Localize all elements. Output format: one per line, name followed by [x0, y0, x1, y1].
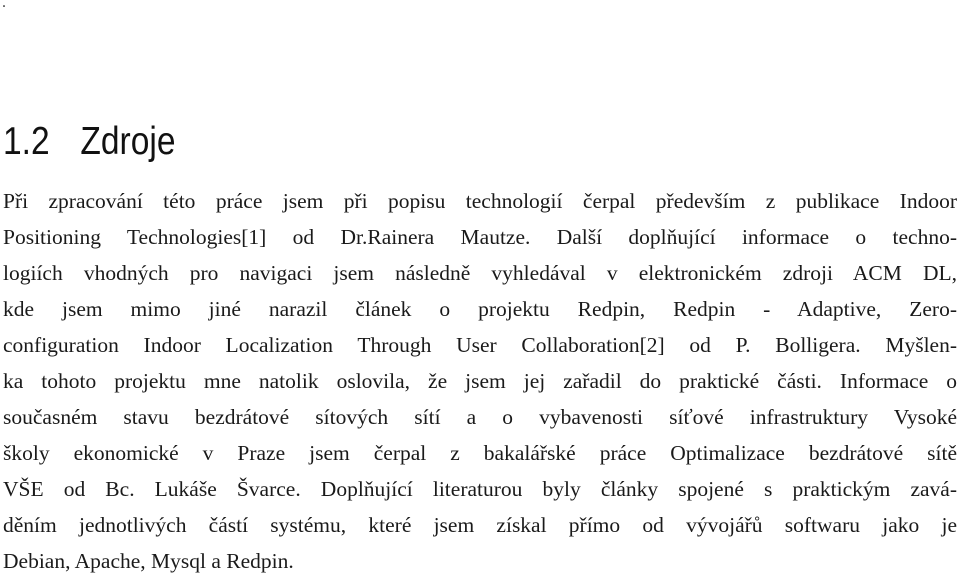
paragraph-line: configuration Indoor Localization Through User Collaboration[2] od P. Bolligera. Myšlen- — [3, 333, 957, 357]
paragraph-line: Debian, Apache, Mysql a Redpin. — [3, 549, 294, 573]
paragraph-line: ka tohoto projektu mne natolik oslovila, že jsem jej zařadil do praktické části. Informace o — [3, 369, 957, 393]
body-paragraph — [3, 183, 957, 579]
paragraph-line: VŠE od Bc. Lukáše Švarce. Doplňující literaturou byly články spojené s praktickým zavá- — [3, 477, 957, 501]
corner-dot: . — [2, 0, 6, 11]
paragraph-line: logiích vhodných pro navigaci jsem následně vyhledával v elektronickém zdroji ACM DL, — [3, 261, 957, 285]
section-title: Zdroje — [80, 120, 176, 163]
paragraph-line: děním jednotlivých částí systému, které jsem získal přímo od vývojářů softwaru jako je — [3, 513, 957, 537]
paragraph-line: Při zpracování této práce jsem při popisu technologií čerpal především z publikace Indoor — [3, 189, 957, 213]
paragraph-line: školy ekonomické v Praze jsem čerpal z bakalářské práce Optimalizace bezdrátové sítě — [3, 441, 957, 465]
section-number: 1.2 — [3, 120, 50, 163]
section-heading — [3, 118, 175, 166]
paragraph-line: kde jsem mimo jiné narazil článek o projektu Redpin, Redpin - Adaptive, Zero- — [3, 297, 957, 321]
paragraph-line: Positioning Technologies[1] od Dr.Rainera Mautze. Další doplňující informace o techno- — [3, 225, 957, 249]
paragraph-line: současném stavu bezdrátové sítových sítí a o vybavenosti síťové infrastruktury Vysoké — [3, 405, 957, 429]
